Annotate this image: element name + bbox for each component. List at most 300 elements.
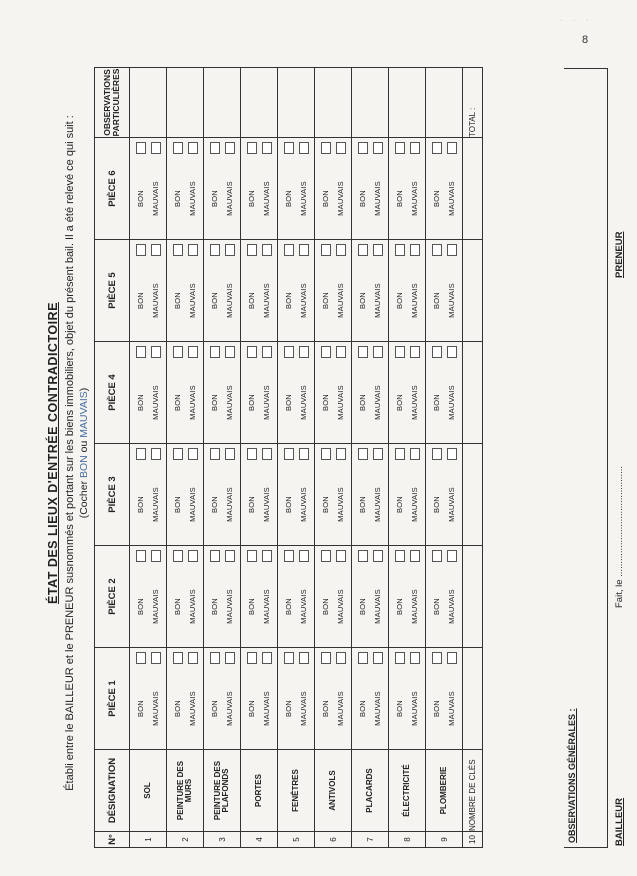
bon-checkbox[interactable] (284, 652, 294, 664)
mauvais-label: MAUVAIS (336, 283, 345, 318)
bon-option (355, 240, 370, 341)
bon-checkbox[interactable] (247, 244, 257, 256)
mauvais-checkbox[interactable] (373, 448, 383, 460)
mauvais-checkbox[interactable] (410, 448, 420, 460)
bon-checkbox[interactable] (321, 652, 331, 664)
bon-checkbox[interactable] (321, 448, 331, 460)
piece-5-cell (130, 240, 167, 342)
observation-cell[interactable] (389, 68, 426, 138)
mauvais-label: MAUVAIS (447, 181, 456, 216)
bon-checkbox[interactable] (247, 142, 257, 154)
bon-label: BON (321, 598, 330, 615)
bon-checkbox[interactable] (173, 142, 183, 154)
row-number: 7 (352, 832, 389, 848)
general-observations-box[interactable] (564, 68, 608, 848)
bon-checkbox[interactable] (321, 346, 331, 358)
bon-label: BON (395, 394, 404, 411)
mauvais-checkbox[interactable] (373, 550, 383, 562)
mauvais-checkbox[interactable] (373, 142, 383, 154)
mauvais-checkbox[interactable] (447, 448, 457, 460)
mauvais-option (333, 138, 348, 239)
cles-piece-1-cell[interactable] (463, 648, 483, 750)
mauvais-checkbox[interactable] (188, 244, 198, 256)
mauvais-checkbox[interactable] (151, 550, 161, 562)
mauvais-option (407, 240, 422, 341)
cles-piece-4-cell[interactable] (463, 342, 483, 444)
mauvais-checkbox[interactable] (262, 448, 272, 460)
cles-piece-6-cell[interactable] (463, 138, 483, 240)
bon-checkbox[interactable] (432, 346, 442, 358)
mauvais-checkbox[interactable] (373, 346, 383, 358)
table-row (241, 68, 278, 848)
bon-label: BON (321, 496, 330, 513)
piece-3-cell (278, 444, 315, 546)
bon-option (133, 138, 148, 239)
mauvais-option (185, 648, 200, 749)
bon-checkbox[interactable] (173, 244, 183, 256)
mauvais-option (296, 546, 311, 647)
piece-1-cell (167, 648, 204, 750)
observation-cell[interactable] (167, 68, 204, 138)
mauvais-option (148, 546, 163, 647)
bon-option (318, 342, 333, 443)
mauvais-checkbox[interactable] (188, 550, 198, 562)
bon-label: BON (284, 496, 293, 513)
mauvais-option (259, 138, 274, 239)
mauvais-checkbox[interactable] (262, 244, 272, 256)
mauvais-checkbox[interactable] (151, 142, 161, 154)
bon-checkbox[interactable] (284, 346, 294, 358)
mauvais-checkbox[interactable] (151, 346, 161, 358)
mauvais-option (296, 240, 311, 341)
bon-label: BON (247, 292, 256, 309)
mauvais-checkbox[interactable] (225, 142, 235, 154)
piece-4-cell (130, 342, 167, 444)
mauvais-checkbox[interactable] (447, 142, 457, 154)
mauvais-option (259, 342, 274, 443)
mauvais-checkbox[interactable] (188, 346, 198, 358)
mauvais-option (296, 444, 311, 545)
mauvais-label: MAUVAIS (225, 283, 234, 318)
bon-checkbox[interactable] (358, 550, 368, 562)
bon-option (355, 138, 370, 239)
mauvais-checkbox[interactable] (299, 448, 309, 460)
bon-option (207, 648, 222, 749)
mauvais-checkbox[interactable] (299, 142, 309, 154)
mauvais-checkbox[interactable] (225, 448, 235, 460)
mauvais-option (370, 648, 385, 749)
mauvais-option (259, 240, 274, 341)
bon-checkbox[interactable] (210, 244, 220, 256)
row-number: 8 (389, 832, 426, 848)
row-designation: PEINTURE DES MURS (167, 750, 204, 832)
mauvais-checkbox[interactable] (447, 244, 457, 256)
mauvais-label: MAUVAIS (299, 283, 308, 318)
mauvais-label: MAUVAIS (151, 385, 160, 420)
bon-checkbox[interactable] (210, 550, 220, 562)
mauvais-checkbox[interactable] (373, 244, 383, 256)
piece-5-cell (352, 240, 389, 342)
mauvais-checkbox[interactable] (336, 142, 346, 154)
page-number: 8 (582, 34, 589, 46)
bon-label: BON (432, 292, 441, 309)
header-piece-5: PIÈCE 5 (95, 240, 130, 342)
piece-1-cell (315, 648, 352, 750)
mauvais-checkbox[interactable] (447, 346, 457, 358)
bon-option (170, 648, 185, 749)
bon-checkbox[interactable] (284, 550, 294, 562)
bon-option (281, 546, 296, 647)
bon-label: BON (284, 292, 293, 309)
piece-6-cell (426, 138, 463, 240)
bon-option (355, 342, 370, 443)
mauvais-checkbox[interactable] (188, 448, 198, 460)
bon-checkbox[interactable] (173, 652, 183, 664)
bon-checkbox[interactable] (247, 346, 257, 358)
mauvais-checkbox[interactable] (262, 550, 272, 562)
table-row (389, 68, 426, 848)
mauvais-option (370, 342, 385, 443)
bon-checkbox[interactable] (136, 244, 146, 256)
mauvais-option (333, 546, 348, 647)
mauvais-option (333, 342, 348, 443)
mauvais-label: MAUVAIS (447, 385, 456, 420)
mauvais-label: MAUVAIS (225, 691, 234, 726)
bon-checkbox[interactable] (432, 244, 442, 256)
mauvais-option (370, 546, 385, 647)
header-piece-6: PIÈCE 6 (95, 138, 130, 240)
bon-label: BON (358, 598, 367, 615)
mauvais-label: MAUVAIS (299, 181, 308, 216)
bon-checkbox[interactable] (210, 652, 220, 664)
mauvais-option (333, 444, 348, 545)
bon-checkbox[interactable] (210, 448, 220, 460)
bon-label: BON (321, 292, 330, 309)
bon-option (170, 240, 185, 341)
mauvais-label: MAUVAIS (262, 487, 271, 522)
bon-checkbox[interactable] (432, 652, 442, 664)
observation-cell[interactable] (426, 68, 463, 138)
bon-checkbox[interactable] (247, 652, 257, 664)
mauvais-checkbox[interactable] (336, 346, 346, 358)
bon-checkbox[interactable] (173, 550, 183, 562)
piece-6-cell (241, 138, 278, 240)
mauvais-checkbox[interactable] (447, 652, 457, 664)
bon-checkbox[interactable] (358, 346, 368, 358)
piece-1-cell (241, 648, 278, 750)
mauvais-label: MAUVAIS (188, 691, 197, 726)
table-row (426, 68, 463, 848)
piece-4-cell (426, 342, 463, 444)
bon-label: BON (136, 292, 145, 309)
piece-6-cell (167, 138, 204, 240)
row-number: 6 (315, 832, 352, 848)
mauvais-label: MAUVAIS (151, 691, 160, 726)
bon-option (429, 342, 444, 443)
mauvais-option (185, 546, 200, 647)
bon-option (355, 444, 370, 545)
mauvais-checkbox[interactable] (336, 652, 346, 664)
mauvais-option (222, 444, 237, 545)
bon-checkbox[interactable] (284, 142, 294, 154)
row-designation: PEINTURE DES PLAFONDS (204, 750, 241, 832)
mauvais-label: MAUVAIS (410, 691, 419, 726)
instruction-ou: ou (78, 440, 90, 453)
bon-checkbox[interactable] (210, 142, 220, 154)
bon-checkbox[interactable] (136, 142, 146, 154)
observation-cell[interactable] (278, 68, 315, 138)
piece-4-cell (315, 342, 352, 444)
inventory-table (94, 67, 483, 848)
bon-label: BON (136, 190, 145, 207)
bon-checkbox[interactable] (173, 346, 183, 358)
mauvais-label: MAUVAIS (373, 487, 382, 522)
bon-label: BON (395, 700, 404, 717)
mauvais-checkbox[interactable] (188, 142, 198, 154)
bon-label: BON (173, 292, 182, 309)
row-number: 3 (204, 832, 241, 848)
mauvais-checkbox[interactable] (336, 550, 346, 562)
observation-cell[interactable] (130, 68, 167, 138)
piece-6-cell (315, 138, 352, 240)
piece-1-cell (426, 648, 463, 750)
mauvais-checkbox[interactable] (299, 550, 309, 562)
mauvais-option (407, 444, 422, 545)
mauvais-checkbox[interactable] (299, 244, 309, 256)
mauvais-option (370, 240, 385, 341)
bon-checkbox[interactable] (173, 448, 183, 460)
bon-label: BON (395, 496, 404, 513)
mauvais-label: MAUVAIS (225, 487, 234, 522)
table-row (204, 68, 241, 848)
table-header-row (95, 68, 130, 848)
rotated-document (40, 48, 625, 858)
mauvais-label: MAUVAIS (336, 691, 345, 726)
bon-option (170, 342, 185, 443)
bon-checkbox[interactable] (136, 448, 146, 460)
bon-option (207, 546, 222, 647)
bon-option (318, 648, 333, 749)
bon-label: BON (173, 598, 182, 615)
mauvais-label: MAUVAIS (447, 283, 456, 318)
mauvais-checkbox[interactable] (262, 346, 272, 358)
piece-2-cell (167, 546, 204, 648)
bon-checkbox[interactable] (321, 244, 331, 256)
mauvais-checkbox[interactable] (225, 550, 235, 562)
bon-label: BON (247, 598, 256, 615)
bailleur-signature-label: BAILLEUR (614, 797, 625, 846)
bon-checkbox[interactable] (395, 550, 405, 562)
observation-cell[interactable] (352, 68, 389, 138)
mauvais-checkbox[interactable] (151, 448, 161, 460)
piece-5-cell (389, 240, 426, 342)
bon-checkbox[interactable] (210, 346, 220, 358)
bon-label: BON (247, 496, 256, 513)
bon-label: BON (284, 700, 293, 717)
row-designation: PLACARDS (352, 750, 389, 832)
bon-option (170, 138, 185, 239)
mauvais-option (222, 240, 237, 341)
bon-option (244, 546, 259, 647)
piece-5-cell (241, 240, 278, 342)
bon-option (244, 444, 259, 545)
bon-option (207, 342, 222, 443)
bon-checkbox[interactable] (432, 448, 442, 460)
bon-label: BON (432, 700, 441, 717)
bon-label: BON (432, 190, 441, 207)
bon-label: BON (210, 190, 219, 207)
cles-row (463, 68, 483, 848)
bon-label: BON (395, 190, 404, 207)
row-number: 5 (278, 832, 315, 848)
mauvais-checkbox[interactable] (299, 346, 309, 358)
mauvais-checkbox[interactable] (151, 244, 161, 256)
observation-cell[interactable] (241, 68, 278, 138)
bon-label: BON (284, 598, 293, 615)
bon-checkbox[interactable] (247, 550, 257, 562)
bon-option (281, 138, 296, 239)
bon-option (133, 546, 148, 647)
mauvais-checkbox[interactable] (225, 244, 235, 256)
bon-checkbox[interactable] (358, 244, 368, 256)
mauvais-option (444, 138, 459, 239)
bon-checkbox[interactable] (432, 142, 442, 154)
bon-label: BON (136, 394, 145, 411)
bon-option (318, 240, 333, 341)
mauvais-checkbox[interactable] (336, 244, 346, 256)
piece-3-cell (389, 444, 426, 546)
table-row (352, 68, 389, 848)
piece-2-cell (315, 546, 352, 648)
bon-checkbox[interactable] (321, 550, 331, 562)
header-observations: OBSERVATIONS PARTICULIÈRES (95, 68, 130, 138)
mauvais-label: MAUVAIS (336, 181, 345, 216)
cles-piece-3-cell[interactable] (463, 444, 483, 546)
mauvais-checkbox[interactable] (262, 142, 272, 154)
general-observations-label: OBSERVATIONS GÉNÉRALES : (567, 708, 577, 843)
mauvais-label: MAUVAIS (262, 589, 271, 624)
bon-label: BON (358, 292, 367, 309)
mauvais-checkbox[interactable] (410, 346, 420, 358)
mauvais-checkbox[interactable] (410, 244, 420, 256)
bon-checkbox[interactable] (321, 142, 331, 154)
table-row (167, 68, 204, 848)
piece-3-cell (130, 444, 167, 546)
bon-option (318, 444, 333, 545)
bon-checkbox[interactable] (395, 346, 405, 358)
mauvais-option (407, 648, 422, 749)
mauvais-label: MAUVAIS (410, 487, 419, 522)
bon-label: BON (210, 598, 219, 615)
bon-option (355, 648, 370, 749)
mauvais-option (296, 342, 311, 443)
cles-piece-2-cell[interactable] (463, 546, 483, 648)
cles-label: NOMBRE DE CLÉS (463, 750, 483, 832)
header-num: N° (95, 832, 130, 848)
bon-checkbox[interactable] (395, 652, 405, 664)
piece-3-cell (204, 444, 241, 546)
table-row (315, 68, 352, 848)
observation-cell[interactable] (204, 68, 241, 138)
cles-piece-5-cell[interactable] (463, 240, 483, 342)
piece-5-cell (167, 240, 204, 342)
mauvais-checkbox[interactable] (410, 652, 420, 664)
bon-option (392, 138, 407, 239)
bon-checkbox[interactable] (358, 142, 368, 154)
mauvais-checkbox[interactable] (225, 346, 235, 358)
bon-checkbox[interactable] (136, 550, 146, 562)
row-number: 2 (167, 832, 204, 848)
mauvais-label: MAUVAIS (447, 589, 456, 624)
bon-checkbox[interactable] (395, 244, 405, 256)
piece-2-cell (426, 546, 463, 648)
table-row (278, 68, 315, 848)
mauvais-checkbox[interactable] (447, 550, 457, 562)
mauvais-checkbox[interactable] (225, 652, 235, 664)
bon-checkbox[interactable] (432, 550, 442, 562)
piece-1-cell (389, 648, 426, 750)
bon-label: BON (432, 598, 441, 615)
mauvais-label: MAUVAIS (262, 691, 271, 726)
bon-option (170, 546, 185, 647)
bon-label: BON (173, 190, 182, 207)
bon-checkbox[interactable] (136, 652, 146, 664)
bon-checkbox[interactable] (136, 346, 146, 358)
mauvais-label: MAUVAIS (262, 283, 271, 318)
bon-label: BON (321, 394, 330, 411)
bon-label: BON (358, 394, 367, 411)
document-title: ÉTAT DES LIEUX D'ENTRÉE CONTRADICTOIRE (46, 302, 60, 604)
bon-option (133, 444, 148, 545)
mauvais-label: MAUVAIS (336, 487, 345, 522)
bon-option (133, 240, 148, 341)
bon-checkbox[interactable] (247, 448, 257, 460)
total-cell[interactable]: TOTAL : (463, 68, 483, 138)
bon-checkbox[interactable] (284, 448, 294, 460)
mauvais-label: MAUVAIS (410, 181, 419, 216)
mauvais-label: MAUVAIS (373, 181, 382, 216)
mauvais-label: MAUVAIS (151, 181, 160, 216)
instruction-bon: BON (78, 455, 90, 478)
bon-option (318, 138, 333, 239)
mauvais-checkbox[interactable] (410, 550, 420, 562)
bon-checkbox[interactable] (358, 652, 368, 664)
mauvais-option (370, 444, 385, 545)
bon-checkbox[interactable] (358, 448, 368, 460)
fait-le-line: Fait, le .......................................... (614, 465, 625, 608)
mauvais-checkbox[interactable] (262, 652, 272, 664)
mauvais-option (222, 546, 237, 647)
mauvais-checkbox[interactable] (336, 448, 346, 460)
mauvais-label: MAUVAIS (447, 487, 456, 522)
piece-4-cell (389, 342, 426, 444)
bon-checkbox[interactable] (284, 244, 294, 256)
bon-label: BON (395, 598, 404, 615)
piece-5-cell (204, 240, 241, 342)
bon-option (281, 444, 296, 545)
observation-cell[interactable] (315, 68, 352, 138)
mauvais-checkbox[interactable] (151, 652, 161, 664)
mauvais-checkbox[interactable] (410, 142, 420, 154)
mauvais-checkbox[interactable] (373, 652, 383, 664)
mauvais-checkbox[interactable] (188, 652, 198, 664)
bon-checkbox[interactable] (395, 448, 405, 460)
bon-checkbox[interactable] (395, 142, 405, 154)
piece-6-cell (204, 138, 241, 240)
mauvais-checkbox[interactable] (299, 652, 309, 664)
mauvais-label: MAUVAIS (188, 385, 197, 420)
piece-5-cell (315, 240, 352, 342)
